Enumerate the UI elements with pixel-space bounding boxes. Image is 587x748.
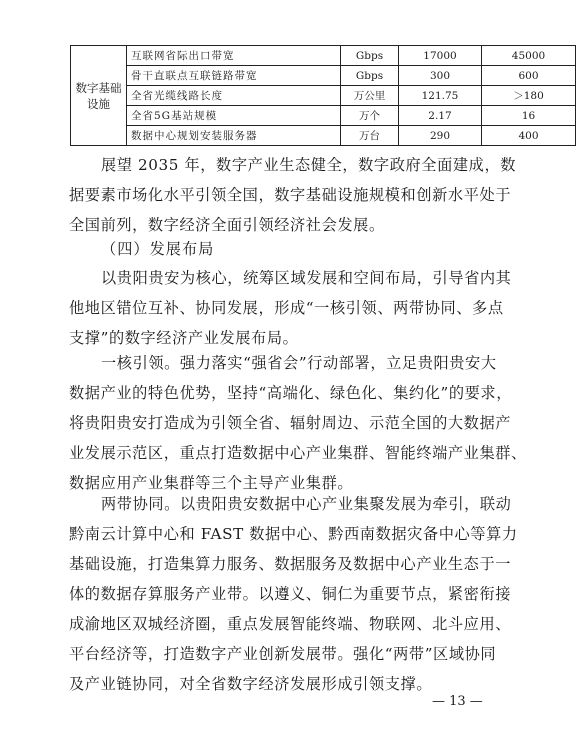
text-line: 数据应用产业集群等三个主导产业集群。 bbox=[69, 474, 354, 492]
text-line: 将贵阳贵安打造成为引领全省、辐射周边、示范全国的大数据产 bbox=[69, 414, 512, 432]
text-line: 据要素市场化水平引领全国，数字基础设施规模和创新水平处于 bbox=[69, 186, 512, 204]
table-row bbox=[71, 86, 576, 106]
value-b-cell: 16 bbox=[482, 106, 576, 126]
value-a-cell: 2.17 bbox=[399, 106, 482, 126]
table-row bbox=[71, 66, 576, 86]
text-line: 支撑”的数字经济产业发展布局。 bbox=[69, 329, 299, 347]
value-b-cell: 400 bbox=[482, 126, 576, 146]
page-number: — 13 — bbox=[432, 694, 483, 709]
value-a-cell: 121.75 bbox=[399, 86, 482, 106]
belts-paragraph bbox=[69, 489, 519, 699]
unit-cell: 万公里 bbox=[341, 86, 399, 106]
text-line: 一核引领。强力落实“强省会”行动部署，立足贵阳贵安大 bbox=[101, 354, 497, 372]
text-line: 业发展示范区，重点打造数据中心产业集群、智能终端产业集群、 bbox=[69, 444, 527, 462]
value-b-cell: ＞180 bbox=[482, 86, 576, 106]
text-line: 平台经济等，打造数字产业创新发展带。强化“两带”区域协同 bbox=[69, 645, 497, 663]
outlook-paragraph bbox=[69, 150, 519, 240]
core-paragraph bbox=[69, 348, 527, 498]
unit-cell: Gbps bbox=[341, 66, 399, 86]
indicator-cell: 互联网省际出口带宽 bbox=[127, 46, 341, 66]
unit-cell: 万台 bbox=[341, 126, 399, 146]
unit-cell: Gbps bbox=[341, 46, 399, 66]
indicator-cell: 数据中心规划安装服务器 bbox=[127, 126, 341, 146]
value-b-cell: 45000 bbox=[482, 46, 576, 66]
text-line: 黔南云计算中心和 FAST 数据中心、黔西南数据灾备中心等算力 bbox=[69, 525, 518, 543]
text-line: 数据产业的特色优势，坚持“高端化、绿色化、集约化”的要求， bbox=[69, 384, 512, 402]
infrastructure-table bbox=[70, 45, 576, 146]
table-row bbox=[71, 126, 576, 146]
text-line: 两带协同。以贵阳贵安数据中心产业集聚发展为牵引，联动 bbox=[101, 495, 512, 513]
indicator-cell: 全省5G基站规模 bbox=[127, 106, 341, 126]
value-b-cell: 600 bbox=[482, 66, 576, 86]
value-a-cell: 17000 bbox=[399, 46, 482, 66]
text-line: 及产业链协同，对全省数字经济发展形成引领支撑。 bbox=[69, 675, 433, 693]
value-a-cell: 300 bbox=[399, 66, 482, 86]
value-a-cell: 290 bbox=[399, 126, 482, 146]
text-line: 展望 2035 年，数字产业生态健全，数字政府全面建成，数 bbox=[101, 156, 517, 174]
text-line: 全国前列，数字经济全面引领经济社会发展。 bbox=[69, 216, 385, 234]
category-cell: 数字基础设施 bbox=[71, 46, 127, 146]
indicator-cell: 全省光缆线路长度 bbox=[127, 86, 341, 106]
layout-paragraph bbox=[69, 263, 519, 353]
text-line: 成渝地区双城经济圈，重点发展智能终端、物联网、北斗应用、 bbox=[69, 615, 512, 633]
table-row bbox=[71, 46, 576, 66]
indicator-cell: 骨干直联点互联链路带宽 bbox=[127, 66, 341, 86]
unit-cell: 万个 bbox=[341, 106, 399, 126]
text-line: 以贵阳贵安为核心，统筹区域发展和空间布局，引导省内其 bbox=[101, 269, 512, 287]
text-line: 他地区错位互补、协同发展，形成“一核引领、两带协同、多点 bbox=[69, 299, 504, 317]
text-line: 基础设施，打造集算力服务、数据服务及数据中心产业生态于一 bbox=[69, 555, 512, 573]
text-line: 体的数据存算服务产业带。以遵义、铜仁为重要节点，紧密衔接 bbox=[69, 585, 512, 603]
table-row bbox=[71, 106, 576, 126]
section-heading: （四）发展布局 bbox=[101, 240, 215, 258]
